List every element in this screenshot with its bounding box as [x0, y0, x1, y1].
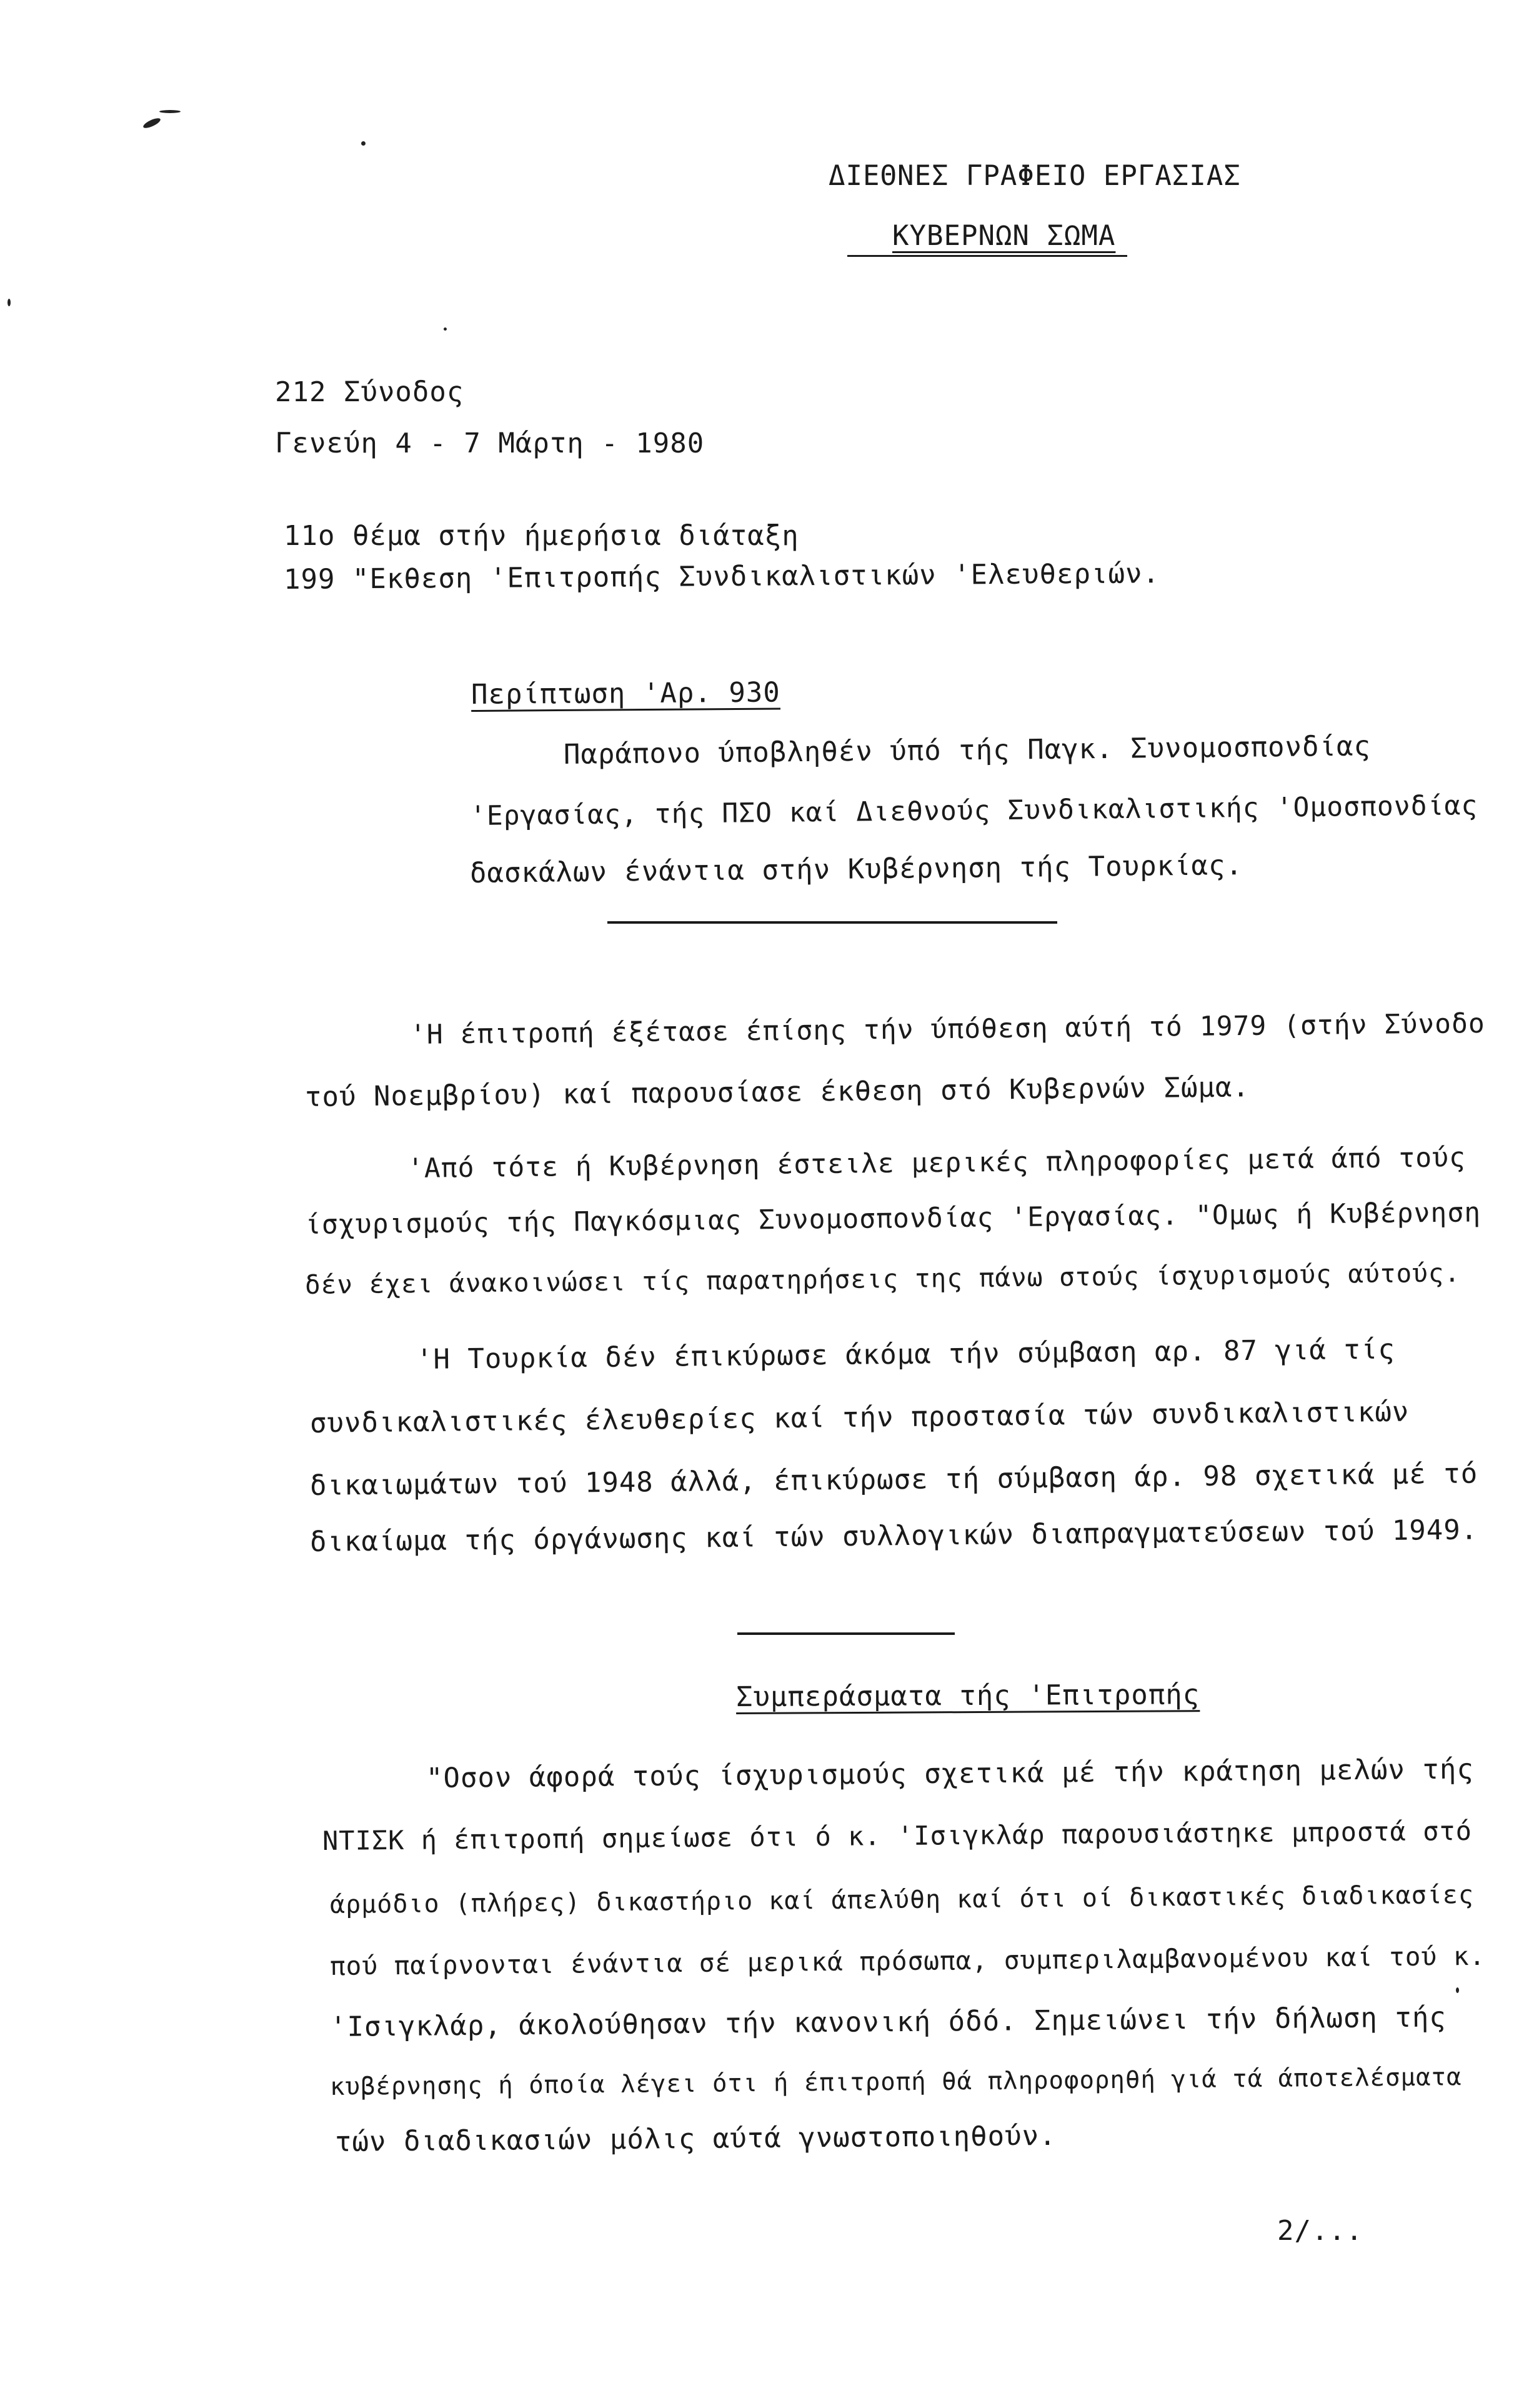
governing-body-title: ΚΥΒΕΡΝΩΝ ΣΩΜΑ	[892, 220, 1116, 252]
conclusions-line: άρμόδιο (πλήρες) δικαστήριο καί άπελύθη καί ότι οί δικαστικές διαδικασίες	[329, 1881, 1475, 1919]
paragraph-line: δέν έχει άνακοινώσει τίς παρατηρήσεις της πάνω στούς ίσχυρισμούς αύτούς.	[304, 1257, 1461, 1300]
session-number: 212 Σύνοδος	[275, 376, 464, 408]
paragraph-line: ίσχυρισμούς τής Παγκόσμιας Συνομοσπονδίας 'Εργασίας. "Ομως ή Κυβέρνηση	[304, 1197, 1482, 1241]
scan-dot	[7, 299, 11, 306]
agenda-item: 11ο θέμα στήν ήμερήσια διάταξη	[284, 520, 799, 552]
scan-dot	[444, 327, 447, 331]
session-place-date: Γενεύη 4 - 7 Μάρτη - 1980	[275, 427, 705, 459]
scan-dot	[361, 141, 366, 146]
conclusions-line: τών διαδικασιών μόλις αύτά γνωστοποιηθούν.	[334, 2119, 1057, 2158]
scan-dot	[1456, 1987, 1459, 1993]
report-title: 199 "Εκθεση 'Επιτροπής Συνδικαλιστικών 'Ελευθεριών.	[283, 557, 1160, 596]
paragraph-line: δικαίωμα τής όργάνωσης καί τών συλλογικών διαπραγματεύσεων τού 1949.	[309, 1514, 1478, 1558]
conclusions-title: Συμπεράσματα τής 'Επιτροπής	[735, 1679, 1200, 1713]
conclusions-line: πού παίρνονται ένάντια σέ μερικά πρόσωπα, συμπεριλαμβανομένου καί τού κ.	[329, 1941, 1486, 1981]
header-underline	[847, 255, 1127, 257]
case-description-line: δασκάλων ένάντια στήν Κυβέρνηση τής Τουρκίας.	[469, 849, 1243, 889]
paragraph-line: 'Η έπιτροπή έξέτασε έπίσης τήν ύπόθεση αύτή τό 1979 (στήν Σύνοδο	[409, 1007, 1486, 1051]
paragraph-line: δικαιωμάτων τού 1948 άλλά, έπικύρωσε τή σύμβαση άρ. 98 σχετικά μέ τό	[309, 1457, 1478, 1502]
case-description-line: Παράπονο ύποβληθέν ύπό τής Παγκ. Συνομοσπονδίας	[563, 730, 1372, 771]
conclusions-line: 'Ισιγκλάρ, άκολούθησαν τήν κανονική όδό. Σημειώνει τήν δήλωση τής	[329, 2001, 1447, 2043]
case-title: Περίπτωση 'Αρ. 930	[471, 676, 780, 711]
paragraph-line: 'Από τότε ή Κυβέρνηση έστειλε μερικές πληροφορίες μετά άπό τούς	[407, 1142, 1467, 1184]
conclusions-line: ΝΤΙΣΚ ή έπιτροπή σημείωσε ότι ό κ. 'Ισιγκλάρ παρουσιάστηκε μπροστά στό	[322, 1815, 1473, 1856]
organization-name: ΔΙΕΘΝΕΣ ΓΡΑΦΕΙΟ ΕΡΓΑΣΙΑΣ	[829, 160, 1241, 192]
page-continuation-marker: 2/...	[1277, 2215, 1363, 2247]
scan-mark	[142, 116, 161, 130]
paragraph-line: τού Νοεμβρίου) καί παρουσίασε έκθεση στό Κυβερνών Σώμα.	[304, 1071, 1250, 1113]
conclusions-line: "Οσον άφορά τούς ίσχυρισμούς σχετικά μέ τήν κράτηση μελών τής	[426, 1753, 1475, 1794]
section-divider	[607, 921, 1057, 924]
scan-mark	[159, 110, 181, 113]
paragraph-line: συνδικαλιστικές έλευθερίες καί τήν προστασία τών συνδικαλιστικών	[309, 1396, 1410, 1439]
section-divider	[737, 1632, 955, 1635]
case-description-line: 'Εργασίας, τής ΠΣΟ καί Διεθνούς Συνδικαλιστικής 'Ομοσπονδίας	[469, 790, 1478, 832]
conclusions-line: κυβέρνησης ή όποία λέγει ότι ή έπιτροπή θά πληροφορηθή γιά τά άποτελέσματα	[329, 2063, 1462, 2101]
paragraph-line: 'Η Τουρκία δέν έπικύρωσε άκόμα τήν σύμβαση αρ. 87 γιά τίς	[416, 1333, 1396, 1376]
